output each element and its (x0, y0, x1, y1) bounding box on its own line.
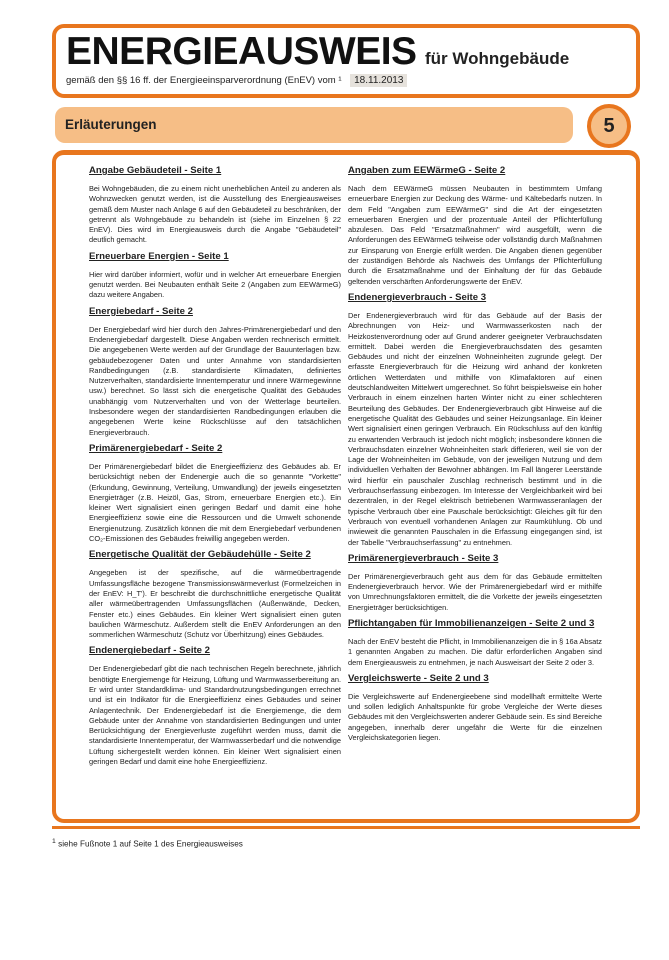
explanation-section (348, 292, 602, 548)
section-text: Angegeben ist der spezifische, auf die wärmeübertragende Umfassungsfläche bezogene Transmissionswärmeverlust (Formelzeichen in der EnEV: H_T'). Er beschreibt die durchschnittliche energetische Qualität aller wärmeübertragenden Umfassungsflächen (Außenwände, Decken, Fenster etc.) eines Gebäudes. Ein kleiner Wert signalisiert einen guten baulichen Wärmeschutz. Außerdem stellt die EnEV Anforderungen an den sommerlichen Wärmeschutz (Schutz vor Überhitzung) eines Gebäudes. (89, 568, 341, 640)
legal-basis-text: gemäß den §§ 16 ff. der Energieeinsparverordnung (EnEV) vom ¹ (66, 75, 342, 86)
title-sub: für Wohngebäude (425, 49, 570, 68)
section-title: Erläuterungen (65, 117, 157, 132)
content-box (52, 150, 640, 823)
explanation-section (89, 645, 341, 767)
section-heading: Angabe Gebäudeteil - Seite 1 (89, 165, 222, 176)
footnote (52, 838, 243, 849)
section-heading: Energetische Qualität der Gebäudehülle - Seite 2 (89, 549, 311, 561)
section-text: Nach der EnEV besteht die Pflicht, in Immobilienanzeigen die in § 16a Absatz 1 genannten Angaben zu machen. Die dafür erforderlichen Angaben sind dem Energieausweis zu entnehmen, je nach Ausweisart der Seite 2 oder 3. (348, 636, 602, 667)
explanation-section (348, 673, 602, 743)
section-text: Der Energiebedarf wird hier durch den Jahres-Primärenergiebedarf und den Endenergiebedarf dargestellt. Diese Angaben werden rechnerisch ermittelt. Die angegebenen Werte werden auf der Grundlage der Bauunterlagen bzw. gebäudebezogener Daten und unter Annahme von standardisierten Randbedingungen (z.B. standardisierte Klimadaten, definiertes Nutzerverhalten, standardisierte Innentemperatur und innere Wärmegewinne usw.) berechnet. So lässt sich die energetische Qualität des Gebäudes unabhängig vom Nutzerverhalten und von der Wetterlage beurteilen. Insbesondere wegen der standardisierten Randbedingungen erlauben die angegebenen Werte keine Rückschlüsse auf den tatsächlichen Energieverbrauch. (89, 324, 341, 437)
title-main: ENERGIEAUSWEIS (66, 30, 417, 73)
footer-divider (52, 826, 640, 829)
section-heading: Primärenergieverbrauch - Seite 3 (348, 552, 499, 564)
section-text: Nach dem EEWärmeG müssen Neubauten in bestimmtem Umfang erneuerbare Energien zur Deckung des Wärme- und Kältebedarfs nutzen. In dem Feld "Angaben zum EEWärmeG" sind die Art der eingesetzten erneuerbaren Energien und der prozentuale Anteil der Pflichterfüllung abzulesen. Das Feld "Ersatzmaßnahmen" wird ausgefüllt, wenn die Anforderungen des EEWärmeG teilweise oder vollständig durch Maßnahmen zur Einsparung von Energie erfüllt werden. Die Angaben dienen gegenüber der zuständigen Behörde als Nachweis des Umfangs der Pflichterfüllung durch die Ersatzmaßnahme und der Einhaltung der für das Gebäude geltenden verschärften Anforderungswerte der EnEV. (348, 184, 602, 286)
section-heading: Vergleichswerte - Seite 2 und 3 (348, 672, 489, 684)
explanation-section (89, 443, 341, 544)
section-text: Der Primärenergiebedarf bildet die Energieeffizienz des Gebäudes ab. Er berücksichtigt neben der Endenergie auch die so genannte "Vorkette" (Erkundung, Gewinnung, Verteilung, Umwandlung) der jeweils eingesetzten Energieträger (z.B. Heizöl, Gas, Strom, erneuerbare Energien etc.). Ein kleiner Wert signalisiert einen geringen Bedarf und damit eine hohe Energieeffizienz sowie eine die Ressourcen und die Umwelt schonende Energienutzung. Zusätzlich können die mit dem Energiebedarf verbundenen CO₂-Emissionen des Gebäudes freiwillig angegeben werden. (89, 461, 341, 544)
explanation-section (89, 251, 341, 301)
explanation-section (348, 618, 602, 668)
section-heading: Pflichtangaben für Immobilienanzeigen - Seite 2 und 3 (348, 617, 595, 629)
section-text: Der Primärenergieverbrauch geht aus dem für das Gebäude ermittelten Endenergieverbrauch hervor. Wie der Primärenergiebedarf wird er mithilfe von Umrechnungsfaktoren ermittelt, die die Vorkette der jeweils eingesetzten Energieträger berücksichtigen. (348, 571, 602, 612)
page-number-badge: 5 (587, 104, 631, 148)
right-column (348, 165, 602, 748)
left-column (89, 165, 341, 772)
section-text: Der Endenergieverbrauch wird für das Gebäude auf der Basis der Abrechnungen von Heiz- und Warmwasserkosten nach der Heizkostenverordnung oder auf Grund anderer geeigneter Verbrauchsdaten ermittelt. Dabei werden die Energieverbrauchsdaten des gesamten Gebäudes und nicht der einzelnen Wohneinheiten zugrunde gelegt. Der erfasste Energieverbrauch für die Heizung wird anhand der konkreten örtlichen Wetterdaten und mithilfe von Klimafaktoren auf einen deutschlandweiten Mittelwert umgerechnet. So führt beispielsweise ein hoher Verbrauch in einem einzelnen harten Winter nicht zu einer schlechteren Beurteilung des Gebäudes. Der Endenergieverbrauch gibt Hinweise auf die energetische Qualität des Gebäudes und seiner Heizungsanlage. Ein kleiner Wert signalisiert einen geringen Verbrauch. Ein Rückschluss auf den künftig zu erwartenden Verbrauch ist jedoch nicht möglich; insbesondere können die Verbrauchsdaten einzelner Wohneinheiten stark differieren, weil sie von der Lage der Wohneinheiten im Gebäude, von der jeweiligen Nutzung und dem individuellen Verhalten der Bewohner abhängen. Im Fall längerer Leerstände wird hierfür ein pauschaler Zuschlag rechnerisch bestimmt und in die Verbrauchserfassung einbezogen. Im Interesse der Vergleichbarkeit wird bei dezentralen, in der Regel elektrisch betriebenen Warmwasseranlagen der typische Verbrauch über eine Pauschale berücksichtigt: Gleiches gilt für den Verbrauch von eventuell vorhandenen Anlagen zur Raumkühlung. Ob und inwieweit die genannten Pauschalen in die Erfassung eingegangen sind, ist der Tabelle "Verbrauchserfassung" zu entnehmen. (348, 310, 602, 547)
section-heading: Erneuerbare Energien - Seite 1 (89, 250, 229, 262)
issue-date: 18.11.2013 (350, 74, 407, 87)
section-text: Die Vergleichswerte auf Endenergieebene sind modellhaft ermittelte Werte und sollen lediglich Anhaltspunkte für grobe Vergleiche der Werte dieses Gebäudes mit den Vergleichswerten anderer Gebäude sein. Es sind Bereiche angegeben, innerhalb derer ungefähr die Werte für die einzelnen Vergleichskategorien liegen. (348, 691, 602, 743)
footnote-text: siehe Fußnote 1 auf Seite 1 des Energieausweises (58, 839, 243, 849)
section-text: Bei Wohngebäuden, die zu einem nicht unerheblichen Anteil zu anderen als Wohnzwecken genutzt werden, ist die Ausstellung des Energieausweises gemäß dem Muster nach Anlage 6 auf den Gebäudeteil zu beschränken, der getrennt als Wohngebäude zu behandeln ist (siehe im Einzelnen § 22 EnEV). Dies wird im Energieausweis durch die Angabe "Gebäudeteil" deutlich gemacht. (89, 184, 341, 245)
explanation-section (348, 165, 602, 287)
section-text: Der Endenergiebedarf gibt die nach technischen Regeln berechnete, jährlich benötigte Energiemenge für Heizung, Lüftung und Warmwasserbereitung an. Er wird unter Standardklima- und Standardnutzungsbedingungen errechnet und ist ein Indikator für die Energieeffizienz eines Gebäudes und seiner Anlagentechnik. Der Endenergiebedarf ist die Energiemenge, die dem Gebäude unter der Annahme von standardisierten Bedingungen und unter Berücksichtigung der Energieverluste zugeführt werden muss, damit die standardisierte Innentemperatur, der Warmwasserbedarf und die notwendige Lüftung sichergestellt werden können. Ein kleiner Wert signalisiert einen geringen Bedarf und damit eine hohe Energieeffizienz. (89, 664, 341, 767)
section-text: Hier wird darüber informiert, wofür und in welcher Art erneuerbare Energien genutzt werden. Bei Neubauten enthält Seite 2 (Angaben zum EEWärmeG) dazu weitere Angaben. (89, 269, 341, 300)
section-heading: Angaben zum EEWärmeG - Seite 2 (348, 165, 506, 176)
explanation-section (348, 553, 602, 613)
footnote-marker: 1 (52, 838, 56, 845)
explanation-section (89, 165, 341, 246)
header-box (52, 24, 640, 98)
section-heading: Primärenergiebedarf - Seite 2 (89, 442, 223, 454)
section-heading: Energiebedarf - Seite 2 (89, 305, 193, 317)
document-title (66, 30, 569, 74)
section-heading: Endenergiebedarf - Seite 2 (89, 645, 211, 657)
section-heading: Endenergieverbrauch - Seite 3 (348, 291, 487, 303)
legal-basis (66, 75, 407, 86)
explanation-section (89, 306, 341, 438)
explanation-section (89, 549, 341, 640)
section-band (55, 107, 573, 143)
